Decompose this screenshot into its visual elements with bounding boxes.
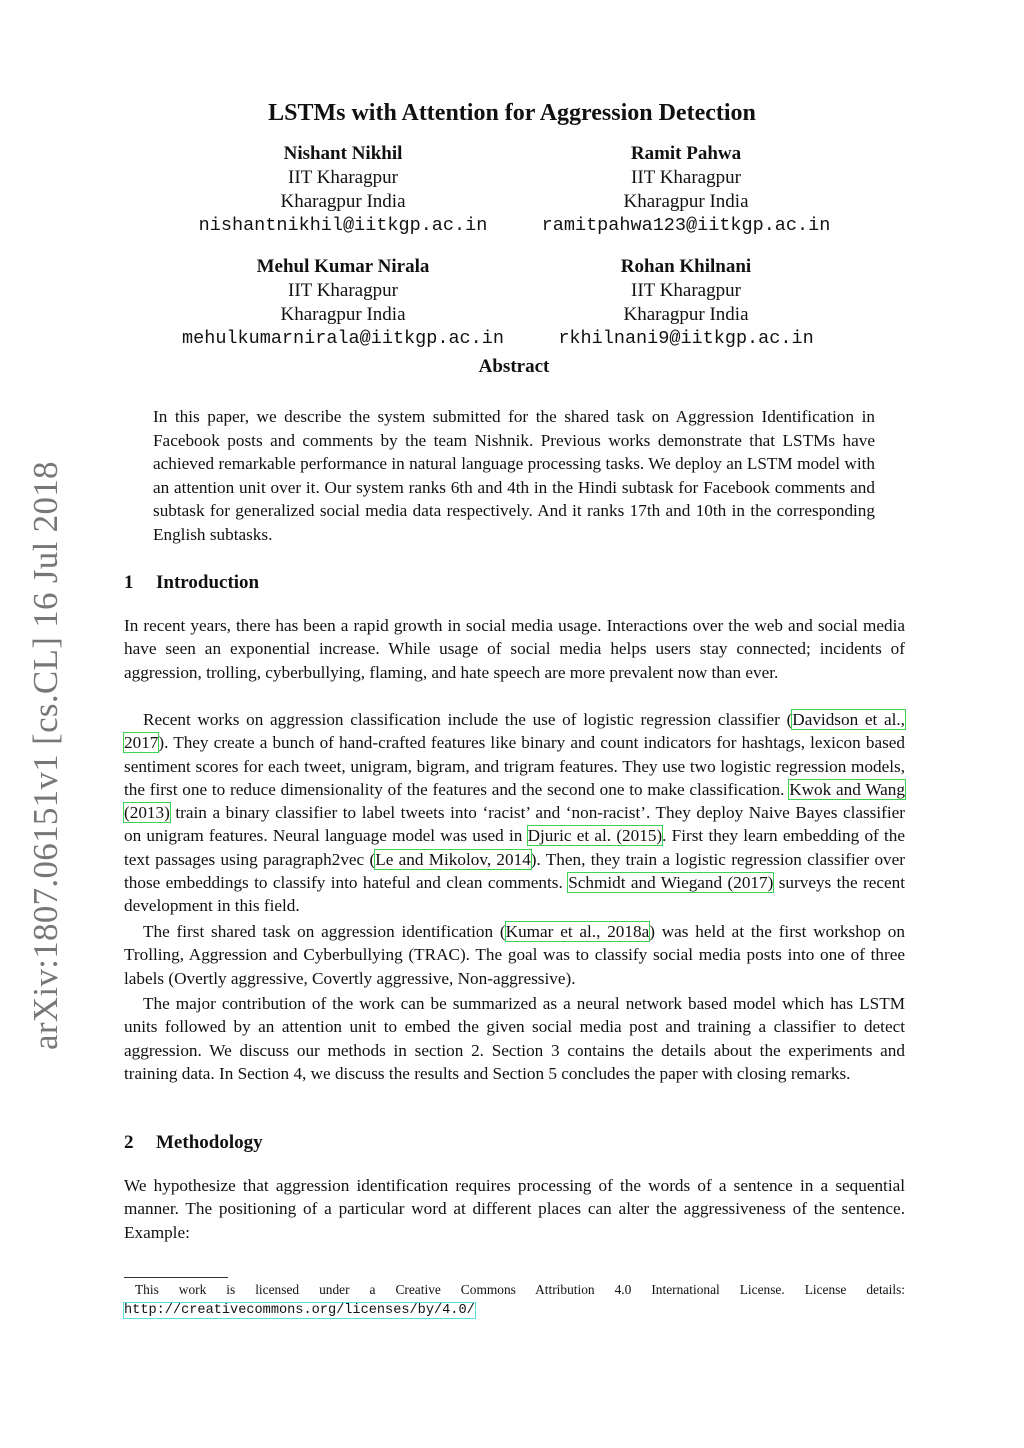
section-heading-introduction [124, 572, 259, 594]
section-number: 1 [124, 572, 134, 593]
section-number: 2 [124, 1132, 134, 1153]
section-title: Methodology [156, 1132, 263, 1153]
author-email[interactable]: rkhilnani9@iitkgp.ac.in [558, 328, 814, 349]
text-run: Recent works on aggression classification include the use of logistic regression classifier ( [143, 710, 793, 729]
author-block-1 [143, 142, 543, 238]
citation-link[interactable]: Schmidt and Wiegand (2017) [568, 873, 774, 893]
author-block-3 [143, 255, 543, 351]
footnote-text: This work is licensed under a Creative Commons Attribution 4.0 International License. License details: [135, 1282, 905, 1297]
paper-title: LSTMs with Attention for Aggression Detection [268, 100, 756, 126]
text-run: . First they learn embedding of the text passages using paragraph2vec ( [124, 826, 905, 869]
text-run: ). They create a bunch of hand-crafted features like binary and count indicators for hashtags, lexicon based sentiment scores for each tweet, unigram, bigram, and trigram features. They use two logistic regression models, the first one to reduce dimensionality of the features and the second one to make classification. [124, 733, 905, 799]
method-paragraph-1: We hypothesize that aggression identification requires processing of the words of a sentence in a sequential manner. The positioning of a particular word at different places can alter the aggressiveness of the sentence. Example: [124, 1176, 905, 1242]
author-email[interactable]: mehulkumarnirala@iitkgp.ac.in [182, 328, 504, 349]
citation-link[interactable]: Djuric et al. (2015) [527, 826, 663, 846]
section-heading-methodology [124, 1132, 263, 1154]
citation-link[interactable]: Davidson et al., 2017 [124, 710, 905, 753]
arxiv-identifier: arXiv:1807.06151v1 [cs.CL] 16 Jul 2018 [26, 461, 65, 1050]
author-block-2 [486, 142, 886, 238]
author-affiliation: IIT Kharagpur [631, 280, 741, 301]
text-run: surveys the recent development in this field. [124, 873, 905, 916]
intro-paragraph-3 [124, 920, 905, 990]
text-run: ) was held at the first workshop on Trolling, Aggression and Cyberbullying (TRAC). The goal was to classify social media posts into one of three labels (Overtly aggressive, Covertly aggressive, Non-aggressive). [124, 922, 905, 988]
footnote [124, 1280, 905, 1320]
author-location: Kharagpur India [623, 304, 749, 325]
author-email[interactable]: nishantnikhil@iitkgp.ac.in [198, 215, 488, 236]
intro-paragraph-2 [124, 708, 905, 918]
author-location: Kharagpur India [280, 191, 406, 212]
intro-paragraph-1: In recent years, there has been a rapid growth in social media usage. Interactions over the web and social media have seen an exponential increase. While usage of social media helps users stay connected; incidents of aggression, trolling, cyberbullying, flaming, and hate speech are more prevalent now than ever. [124, 616, 905, 682]
citation-link[interactable]: Kwok and Wang (2013) [124, 779, 905, 823]
license-url-link[interactable]: http://creativecommons.org/licenses/by/4.0/ [124, 1303, 475, 1318]
citation-link[interactable]: Le and Mikolov, 2014 [375, 849, 531, 869]
author-block-4 [486, 255, 886, 351]
intro-paragraph-4: The major contribution of the work can be summarized as a neural network based model which has LSTM units followed by an attention unit to embed the given social media post and training a classifier to detect aggression. We discuss our methods in section 2. Section 3 contains the details about the experiments and training data. In Section 4, we discuss the results and Section 5 concludes the paper with closing remarks. [124, 994, 905, 1083]
author-affiliation: IIT Kharagpur [631, 167, 741, 188]
section-title: Introduction [156, 572, 260, 593]
author-name: Mehul Kumar Nirala [256, 256, 430, 277]
abstract-heading: Abstract [478, 356, 550, 377]
abstract-text: In this paper, we describe the system submitted for the shared task on Aggression Identification in Facebook posts and comments by the team Nishnik. Previous works demonstrate that LSTMs have achieved remarkable performance in natural language processing tasks. We deploy an LSTM model with an attention unit over it. Our system ranks 6th and 4th in the Hindi subtask for Facebook comments and subtask for generalized social media data respectively. And it ranks 17th and 10th in the corresponding English subtasks. [153, 407, 875, 544]
text-run: train a binary classifier to label tweets into ‘racist’ and ‘non-racist’. They deploy Naive Bayes classifier on unigram features. Neural language model was used in [124, 803, 905, 846]
citation-link[interactable]: Kumar et al., 2018a [505, 922, 650, 941]
text-run: The first shared task on aggression identification ( [143, 922, 506, 941]
author-affiliation: IIT Kharagpur [288, 280, 398, 301]
footnote-rule [124, 1277, 228, 1278]
author-name: Nishant Nikhil [283, 143, 403, 164]
author-location: Kharagpur India [623, 191, 749, 212]
author-name: Rohan Khilnani [620, 256, 752, 277]
author-name: Ramit Pahwa [630, 143, 742, 164]
author-location: Kharagpur India [280, 304, 406, 325]
author-affiliation: IIT Kharagpur [288, 167, 398, 188]
text-run: ). Then, they train a logistic regression classifier over those embeddings to classify into hateful and clean comments. [124, 849, 905, 893]
author-email[interactable]: ramitpahwa123@iitkgp.ac.in [541, 215, 831, 236]
